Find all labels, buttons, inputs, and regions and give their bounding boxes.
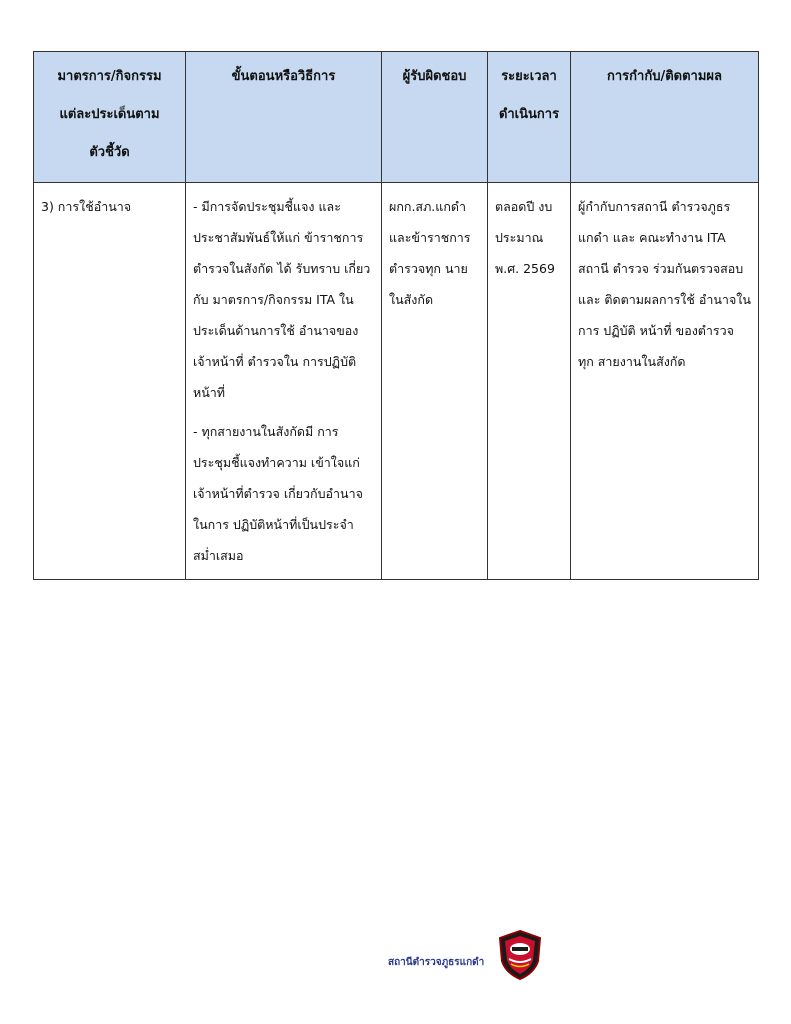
header-measure-line-3: ตัวชี้วัด <box>89 145 130 160</box>
header-period-line-2: ดำเนินการ <box>498 107 560 122</box>
cell-steps <box>186 183 382 580</box>
footer-station-name: สถานีตำรวจภูธรแกดำ <box>388 957 485 968</box>
header-measure-line-2: แต่ละประเด็นตาม <box>59 107 160 122</box>
header-measure <box>34 52 186 183</box>
cell-monitoring: ผู้กำกับการสถานี ตำรวจภูธรแกดำ และ คณะทำงาน ITA สถานี ตำรวจ ร่วมกันตรวจสอบ และ ติดตามผลการใช้ อำนาจในการ ปฏิบัติ หน้าที่ ของตำรวจ ทุก สายงานในสังกัด <box>571 183 759 580</box>
header-steps-line-1: ขั้นตอนหรือวิธีการ <box>231 69 336 84</box>
footer <box>388 925 548 985</box>
table-row <box>34 183 759 580</box>
cell-responsible: ผกก.สภ.แกดำ และข้าราชการ ตำรวจทุก นาย ในสังกัด <box>382 183 488 580</box>
step-paragraph: - ทุกสายงานในสังกัดมี การ ประชุมชี้แจงทำความ เข้าใจแก่ เจ้าหน้าที่ตำรวจ เกี่ยวกับอำนาจ ในการ ปฏิบัติหน้าที่เป็นประจำ สม่ำเสมอ <box>193 424 363 563</box>
header-period-line-1: ระยะเวลา <box>501 69 557 84</box>
cell-period: ตลอดปี งบประมาณ พ.ศ. 2569 <box>488 183 571 580</box>
step-paragraph: - มีการจัดประชุมชี้แจง และ ประชาสัมพันธ์ให้แก่ ข้าราชการ ตำรวจในสังกัด ได้ รับทราบ เกี่ยวกับ มาตรการ/กิจกรรม ITA ในประเด็นด้านการใช้ อำนาจของเจ้าหน้าที่ ตำรวจใน การปฏิบัติหน้าที่ <box>193 199 371 400</box>
header-responsible <box>382 52 488 183</box>
header-steps <box>186 52 382 183</box>
police-station-logo <box>496 929 544 981</box>
header-monitoring-line-1: การกำกับ/ติดตามผล <box>607 69 722 84</box>
header-period <box>488 52 571 183</box>
table-header-row <box>34 52 759 183</box>
header-monitoring <box>571 52 759 183</box>
cell-measure: 3) การใช้อำนาจ <box>34 183 186 580</box>
ita-measures-table <box>33 51 759 580</box>
header-measure-line-1: มาตรการ/กิจกรรม <box>57 69 162 84</box>
header-responsible-line-1: ผู้รับผิดชอบ <box>402 69 467 84</box>
